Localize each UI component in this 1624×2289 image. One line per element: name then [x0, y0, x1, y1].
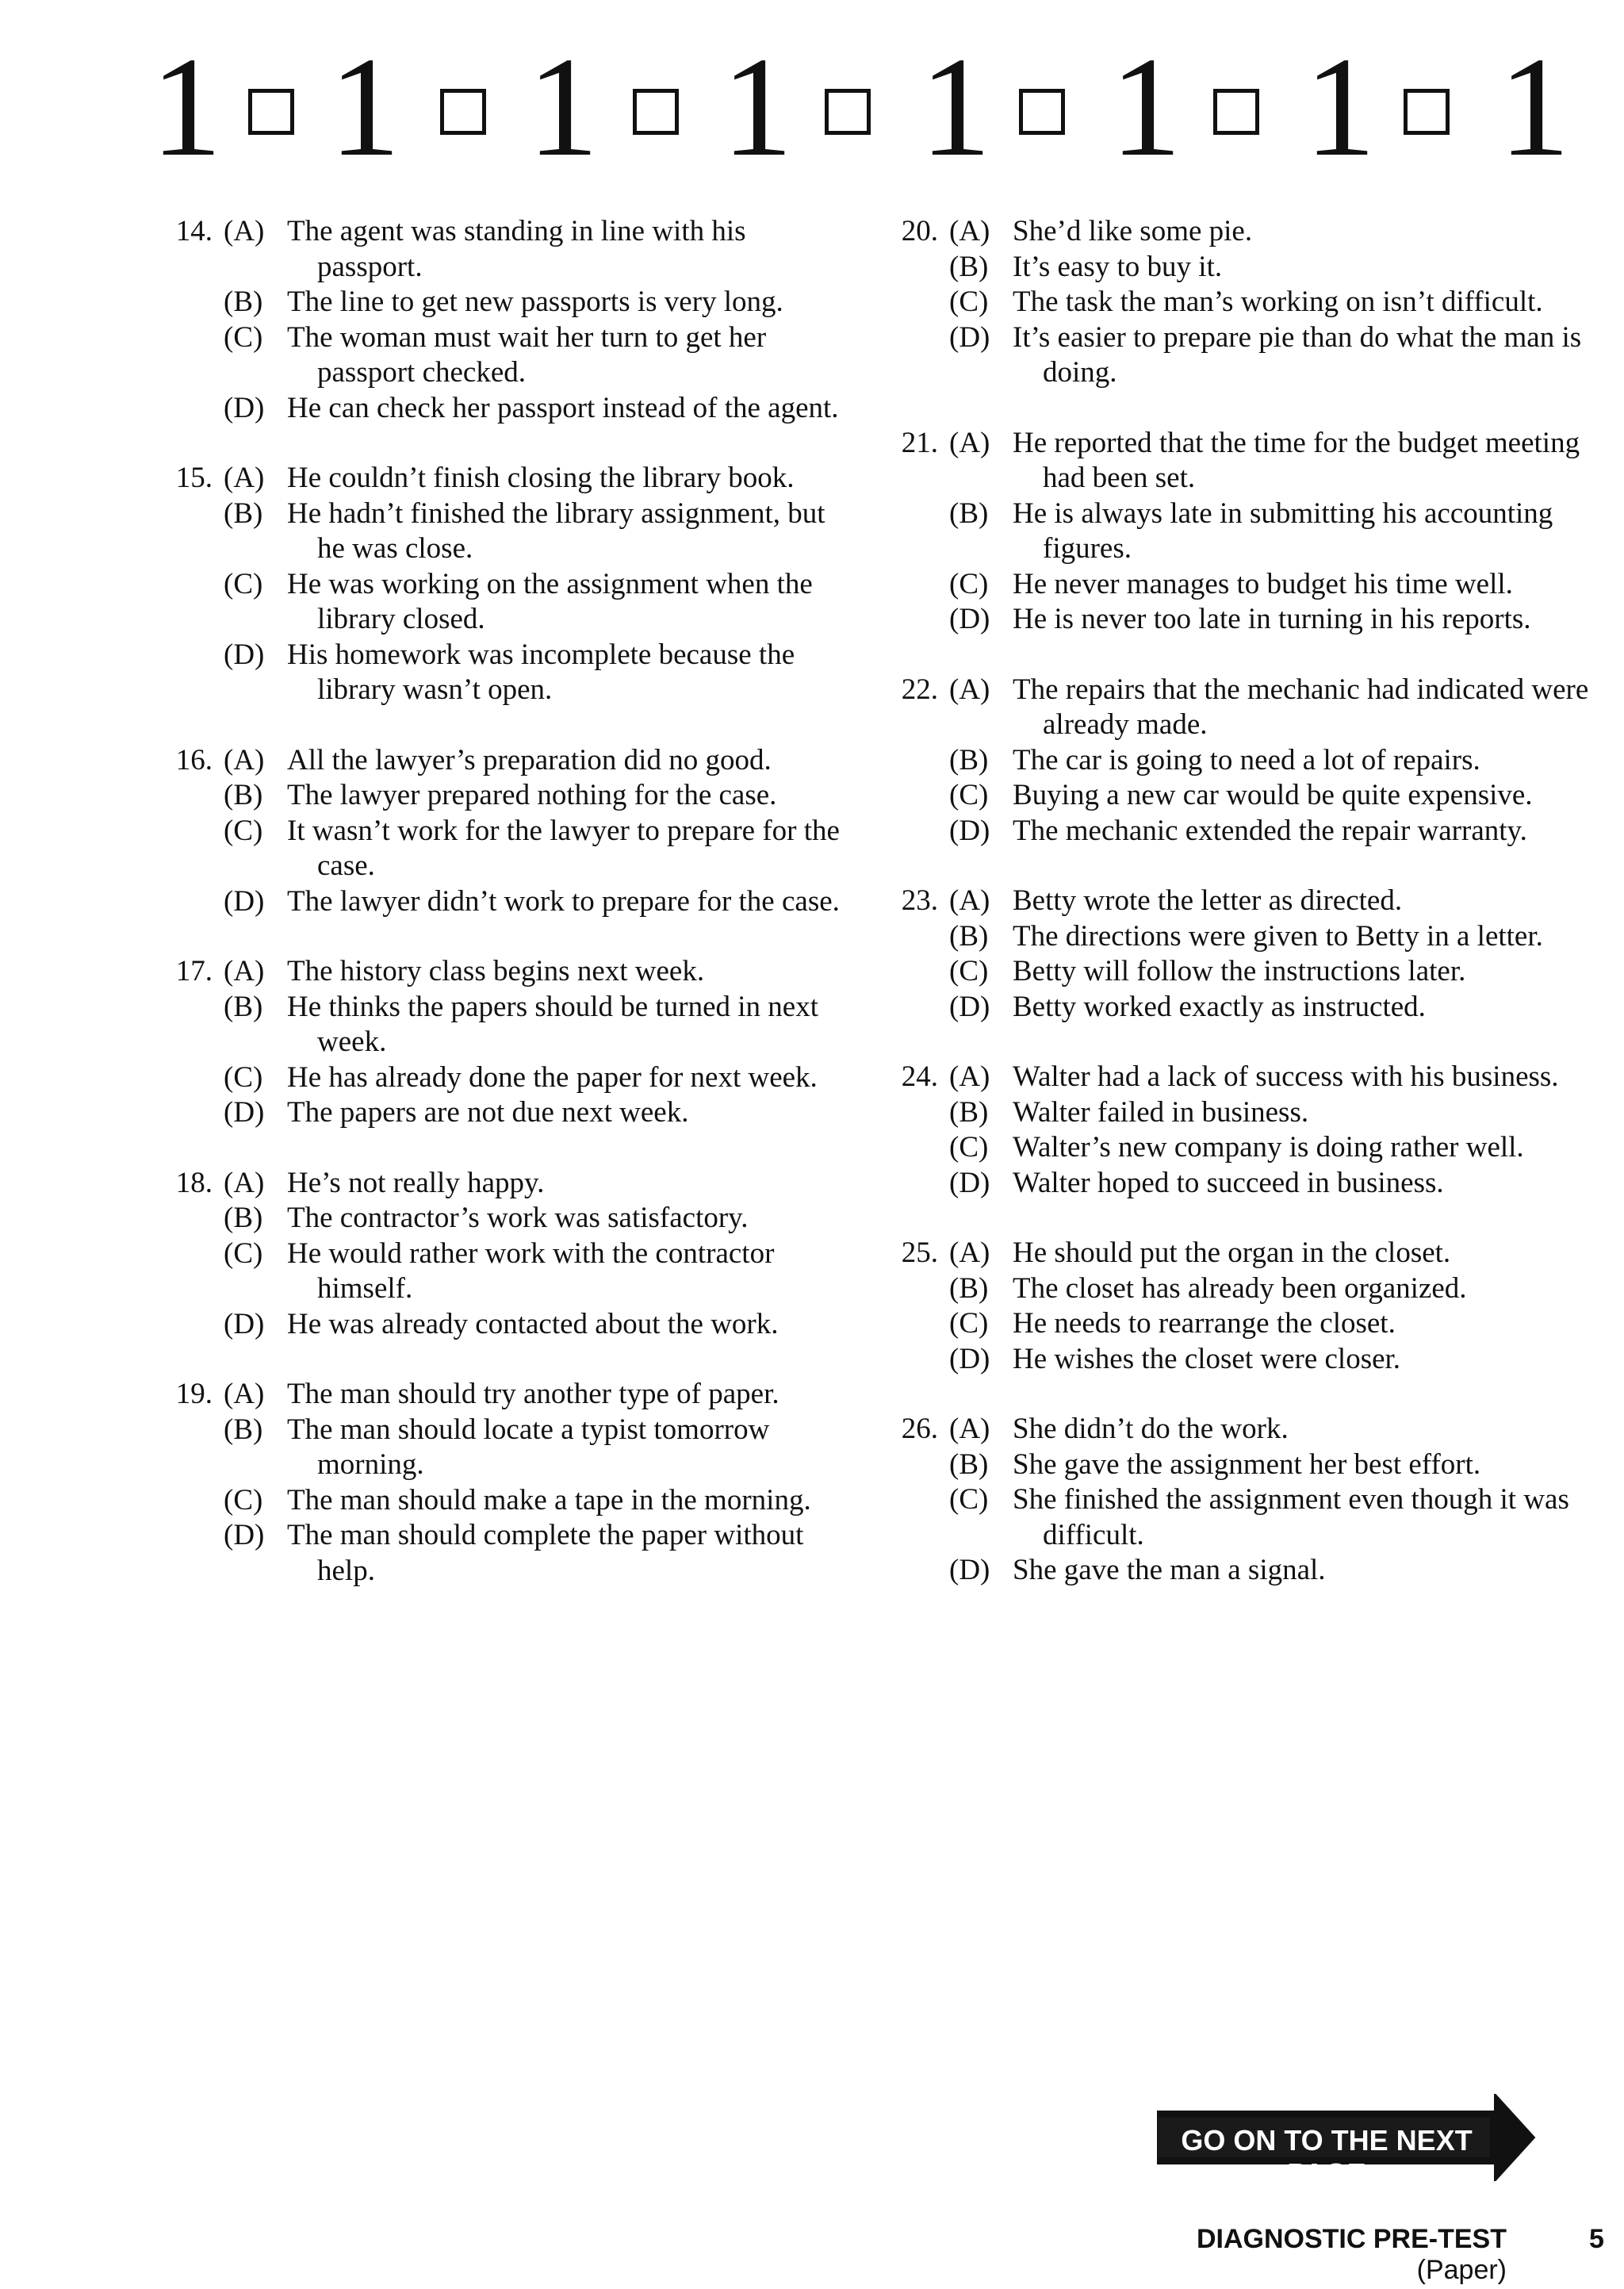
option-text: He was working on the assignment when the library closed.: [287, 567, 813, 635]
option-letter: (C): [224, 567, 263, 600]
option-letter: (C): [224, 814, 263, 847]
option-text: He wishes the closet were closer.: [1013, 1342, 1401, 1375]
answer-option: [876, 1271, 1590, 1307]
option-text: She’d like some pie.: [1013, 215, 1253, 247]
option-text: The lawyer prepared nothing for the case.: [287, 779, 777, 811]
answer-option: [876, 1060, 1590, 1095]
answer-option: [151, 1307, 848, 1343]
question-number: 20.: [901, 215, 938, 247]
option-letter: (C): [949, 1131, 989, 1164]
option-text: He is never too late in turning in his reports.: [1013, 603, 1531, 635]
answer-option: [876, 602, 1590, 638]
option-text: He can check her passport instead of the agent.: [287, 391, 839, 424]
answer-option: [876, 1166, 1590, 1202]
square-icon: [1404, 89, 1450, 135]
answer-option: [151, 1201, 848, 1237]
answer-option: [151, 814, 848, 884]
option-text: Walter failed in business.: [1013, 1095, 1309, 1129]
option-letter: (D): [949, 320, 990, 354]
answer-option: [151, 320, 848, 391]
next-page-banner: [1154, 2094, 1542, 2190]
answer-option: [876, 1095, 1590, 1131]
option-text: Betty will follow the instructions later.: [1013, 955, 1466, 987]
option-text: He hadn’t finished the library assignment, but he was close.: [287, 497, 825, 565]
answer-option: [151, 778, 848, 814]
answer-option: [876, 778, 1590, 814]
square-icon: [248, 89, 294, 135]
footer-test-name: DIAGNOSTIC PRE-TEST: [1196, 2224, 1507, 2254]
option-letter: (B): [224, 1202, 263, 1234]
answer-option: [151, 884, 848, 920]
question-item: [876, 1412, 1590, 1589]
question-number: 18.: [175, 1166, 213, 1199]
answer-option: [876, 320, 1590, 391]
option-letter: (D): [224, 638, 265, 671]
option-text: She gave the man a signal.: [1013, 1554, 1326, 1586]
answer-option: [151, 214, 848, 285]
section-number: 1: [1304, 28, 1376, 186]
right-question-column: [876, 214, 1590, 1624]
option-text: The man should make a tape in the morning.: [287, 1483, 811, 1516]
option-letter: (D): [224, 391, 265, 424]
question-number: 16.: [175, 743, 213, 776]
answer-option: [151, 743, 848, 779]
option-text: Buying a new car would be quite expensive.: [1013, 779, 1533, 811]
option-text: The history class begins next week.: [287, 955, 705, 987]
option-text: His homework was incomplete because the library wasn’t open.: [287, 638, 795, 706]
option-text: She gave the assignment her best effort.: [1013, 1447, 1481, 1481]
answer-option: [151, 391, 848, 427]
option-text: He couldn’t finish closing the library book.: [287, 462, 795, 494]
option-letter: (B): [224, 779, 263, 811]
option-letter: (B): [949, 1095, 989, 1129]
option-letter: (B): [949, 250, 989, 283]
option-letter: (A): [949, 884, 990, 917]
option-letter: (D): [224, 1519, 265, 1551]
option-letter: (D): [224, 884, 265, 918]
option-letter: (B): [949, 1271, 989, 1305]
answer-option: [876, 426, 1590, 497]
answer-option: [151, 1166, 848, 1202]
option-letter: (D): [949, 1342, 990, 1375]
question-number: 19.: [175, 1378, 213, 1410]
next-page-label: GO ON TO THE NEXT PAGE: [1181, 2124, 1473, 2190]
option-text: The man should try another type of paper.: [287, 1378, 779, 1410]
option-text: He never manages to budget his time well.: [1013, 567, 1513, 600]
answer-option: [151, 1237, 848, 1307]
option-letter: (A): [224, 215, 265, 247]
option-letter: (C): [224, 320, 263, 354]
option-text: She finished the assignment even though it was difficult.: [1013, 1483, 1569, 1551]
question-number: 26.: [901, 1413, 938, 1445]
question-number: 25.: [901, 1237, 938, 1269]
answer-option: [151, 567, 848, 638]
option-letter: (D): [949, 990, 990, 1023]
answer-option: [876, 954, 1590, 990]
answer-option: [876, 1236, 1590, 1271]
section-number: 1: [1499, 28, 1570, 186]
section-number: 1: [151, 28, 222, 186]
option-text: The closet has already been organized.: [1013, 1271, 1467, 1305]
option-letter: (A): [224, 1378, 265, 1410]
section-header-strip: [0, 28, 1624, 186]
option-text: Walter had a lack of success with his business.: [1013, 1060, 1559, 1093]
option-text: It’s easy to buy it.: [1013, 250, 1223, 283]
option-text: The contractor’s work was satisfactory.: [287, 1202, 749, 1234]
option-text: He thinks the papers should be turned in next week.: [287, 990, 818, 1058]
option-letter: (A): [224, 1166, 265, 1199]
option-text: It wasn’t work for the lawyer to prepare for the case.: [287, 814, 840, 882]
answer-option: [151, 1413, 848, 1483]
option-text: The man should complete the paper without help.: [287, 1519, 804, 1587]
option-letter: (D): [949, 1554, 990, 1586]
answer-option: [876, 919, 1590, 955]
left-question-column: [151, 214, 848, 1624]
option-letter: (C): [949, 1307, 989, 1340]
option-letter: (A): [224, 955, 265, 987]
footer-test-format: (Paper): [1416, 2255, 1507, 2285]
option-text: He should put the organ in the closet.: [1013, 1237, 1451, 1269]
question-item: [151, 743, 848, 920]
square-icon: [440, 89, 486, 135]
option-letter: (D): [949, 814, 990, 847]
option-letter: (C): [224, 1483, 263, 1516]
answer-option: [876, 1412, 1590, 1447]
answer-option: [876, 214, 1590, 250]
option-text: All the lawyer’s preparation did no good.: [287, 743, 772, 776]
option-text: The task the man’s working on isn’t difficult.: [1013, 286, 1543, 318]
answer-option: [151, 954, 848, 990]
option-letter: (D): [224, 1096, 265, 1129]
option-letter: (A): [949, 1413, 990, 1445]
question-item: [151, 1377, 848, 1589]
answer-option: [876, 673, 1590, 743]
answer-option: [151, 1518, 848, 1589]
option-letter: (D): [949, 1166, 990, 1199]
option-letter: (A): [949, 1060, 990, 1093]
option-letter: (B): [224, 286, 263, 318]
option-letter: (B): [949, 919, 989, 953]
section-number: 1: [1110, 28, 1182, 186]
option-letter: (C): [949, 955, 989, 987]
question-number: 24.: [901, 1060, 938, 1093]
answer-option: [876, 1130, 1590, 1166]
option-text: He’s not really happy.: [287, 1166, 545, 1199]
square-icon: [633, 89, 679, 135]
answer-option: [151, 638, 848, 708]
option-text: The car is going to need a lot of repairs.: [1013, 743, 1480, 776]
page-number: 5: [1589, 2224, 1604, 2254]
option-letter: (C): [224, 1060, 263, 1094]
option-text: He would rather work with the contractor himself.: [287, 1237, 775, 1305]
answer-option: [151, 1095, 848, 1131]
section-number: 1: [527, 28, 599, 186]
section-number: 1: [722, 28, 793, 186]
option-letter: (D): [949, 603, 990, 635]
option-letter: (A): [949, 215, 990, 247]
option-letter: (A): [949, 673, 990, 706]
option-letter: (C): [224, 1237, 263, 1270]
option-letter: (C): [949, 286, 989, 318]
answer-option: [876, 884, 1590, 919]
square-icon: [825, 89, 871, 135]
question-item: [876, 884, 1590, 1025]
option-text: He was already contacted about the work.: [287, 1307, 779, 1340]
question-number: 14.: [175, 215, 213, 247]
option-text: He is always late in submitting his accounting figures.: [1013, 497, 1553, 565]
option-text: The woman must wait her turn to get her passport checked.: [287, 320, 767, 389]
question-item: [876, 426, 1590, 638]
option-text: The repairs that the mechanic had indicated were already made.: [1013, 673, 1589, 741]
question-number: 21.: [901, 426, 938, 459]
footer-title: [1110, 2224, 1507, 2286]
answer-option: [151, 1377, 848, 1413]
section-number: 1: [329, 28, 400, 186]
question-item: [876, 673, 1590, 849]
question-item: [151, 1166, 848, 1343]
option-letter: (B): [949, 497, 989, 530]
answer-option: [876, 285, 1590, 320]
option-letter: (C): [949, 1483, 989, 1516]
option-letter: (A): [224, 743, 265, 776]
question-number: 17.: [175, 955, 213, 987]
question-number: 22.: [901, 673, 938, 706]
option-text: He reported that the time for the budget meeting had been set.: [1013, 426, 1580, 494]
answer-option: [876, 1306, 1590, 1342]
answer-option: [876, 1553, 1590, 1589]
answer-option: [151, 285, 848, 320]
question-number: 15.: [175, 462, 213, 494]
answer-option: [876, 814, 1590, 849]
option-text: He needs to rearrange the closet.: [1013, 1307, 1396, 1340]
question-item: [151, 461, 848, 708]
option-letter: (B): [949, 1447, 989, 1481]
option-text: The mechanic extended the repair warranty.: [1013, 814, 1527, 847]
answer-option: [876, 743, 1590, 779]
option-text: It’s easier to prepare pie than do what the man is doing.: [1013, 320, 1582, 389]
option-text: The papers are not due next week.: [287, 1096, 689, 1129]
option-text: He has already done the paper for next week.: [287, 1060, 818, 1094]
option-letter: (A): [949, 426, 990, 459]
question-item: [876, 1236, 1590, 1377]
option-text: She didn’t do the work.: [1013, 1413, 1289, 1445]
option-letter: (A): [224, 462, 265, 494]
option-text: The lawyer didn’t work to prepare for the case.: [287, 884, 840, 918]
answer-option: [876, 990, 1590, 1026]
question-item: [151, 214, 848, 426]
answer-option: [876, 1482, 1590, 1553]
answer-option: [151, 497, 848, 567]
section-number: 1: [920, 28, 991, 186]
question-item: [151, 954, 848, 1131]
option-letter: (A): [949, 1237, 990, 1269]
question-number: 23.: [901, 884, 938, 917]
square-icon: [1213, 89, 1259, 135]
option-letter: (B): [224, 1413, 263, 1446]
option-text: The line to get new passports is very long.: [287, 286, 783, 318]
option-text: Walter hoped to succeed in business.: [1013, 1166, 1444, 1199]
option-text: Betty worked exactly as instructed.: [1013, 990, 1426, 1023]
question-item: [876, 1060, 1590, 1201]
option-letter: (C): [949, 567, 989, 600]
answer-option: [876, 1447, 1590, 1483]
answer-option: [876, 567, 1590, 603]
square-icon: [1019, 89, 1065, 135]
answer-option: [151, 1483, 848, 1519]
option-text: Walter’s new company is doing rather well.: [1013, 1131, 1524, 1164]
option-text: The man should locate a typist tomorrow morning.: [287, 1413, 770, 1481]
option-letter: (C): [949, 779, 989, 811]
question-item: [876, 214, 1590, 391]
answer-option: [151, 990, 848, 1060]
option-text: The agent was standing in line with his passport.: [287, 215, 746, 283]
answer-option: [876, 497, 1590, 567]
option-letter: (D): [224, 1307, 265, 1340]
option-letter: (B): [224, 990, 263, 1023]
answer-option: [151, 1060, 848, 1096]
option-letter: (B): [949, 743, 989, 776]
option-text: Betty wrote the letter as directed.: [1013, 884, 1403, 917]
option-letter: (B): [224, 497, 263, 530]
answer-option: [151, 461, 848, 497]
option-text: The directions were given to Betty in a letter.: [1013, 919, 1543, 953]
answer-option: [876, 250, 1590, 286]
answer-option: [876, 1342, 1590, 1378]
